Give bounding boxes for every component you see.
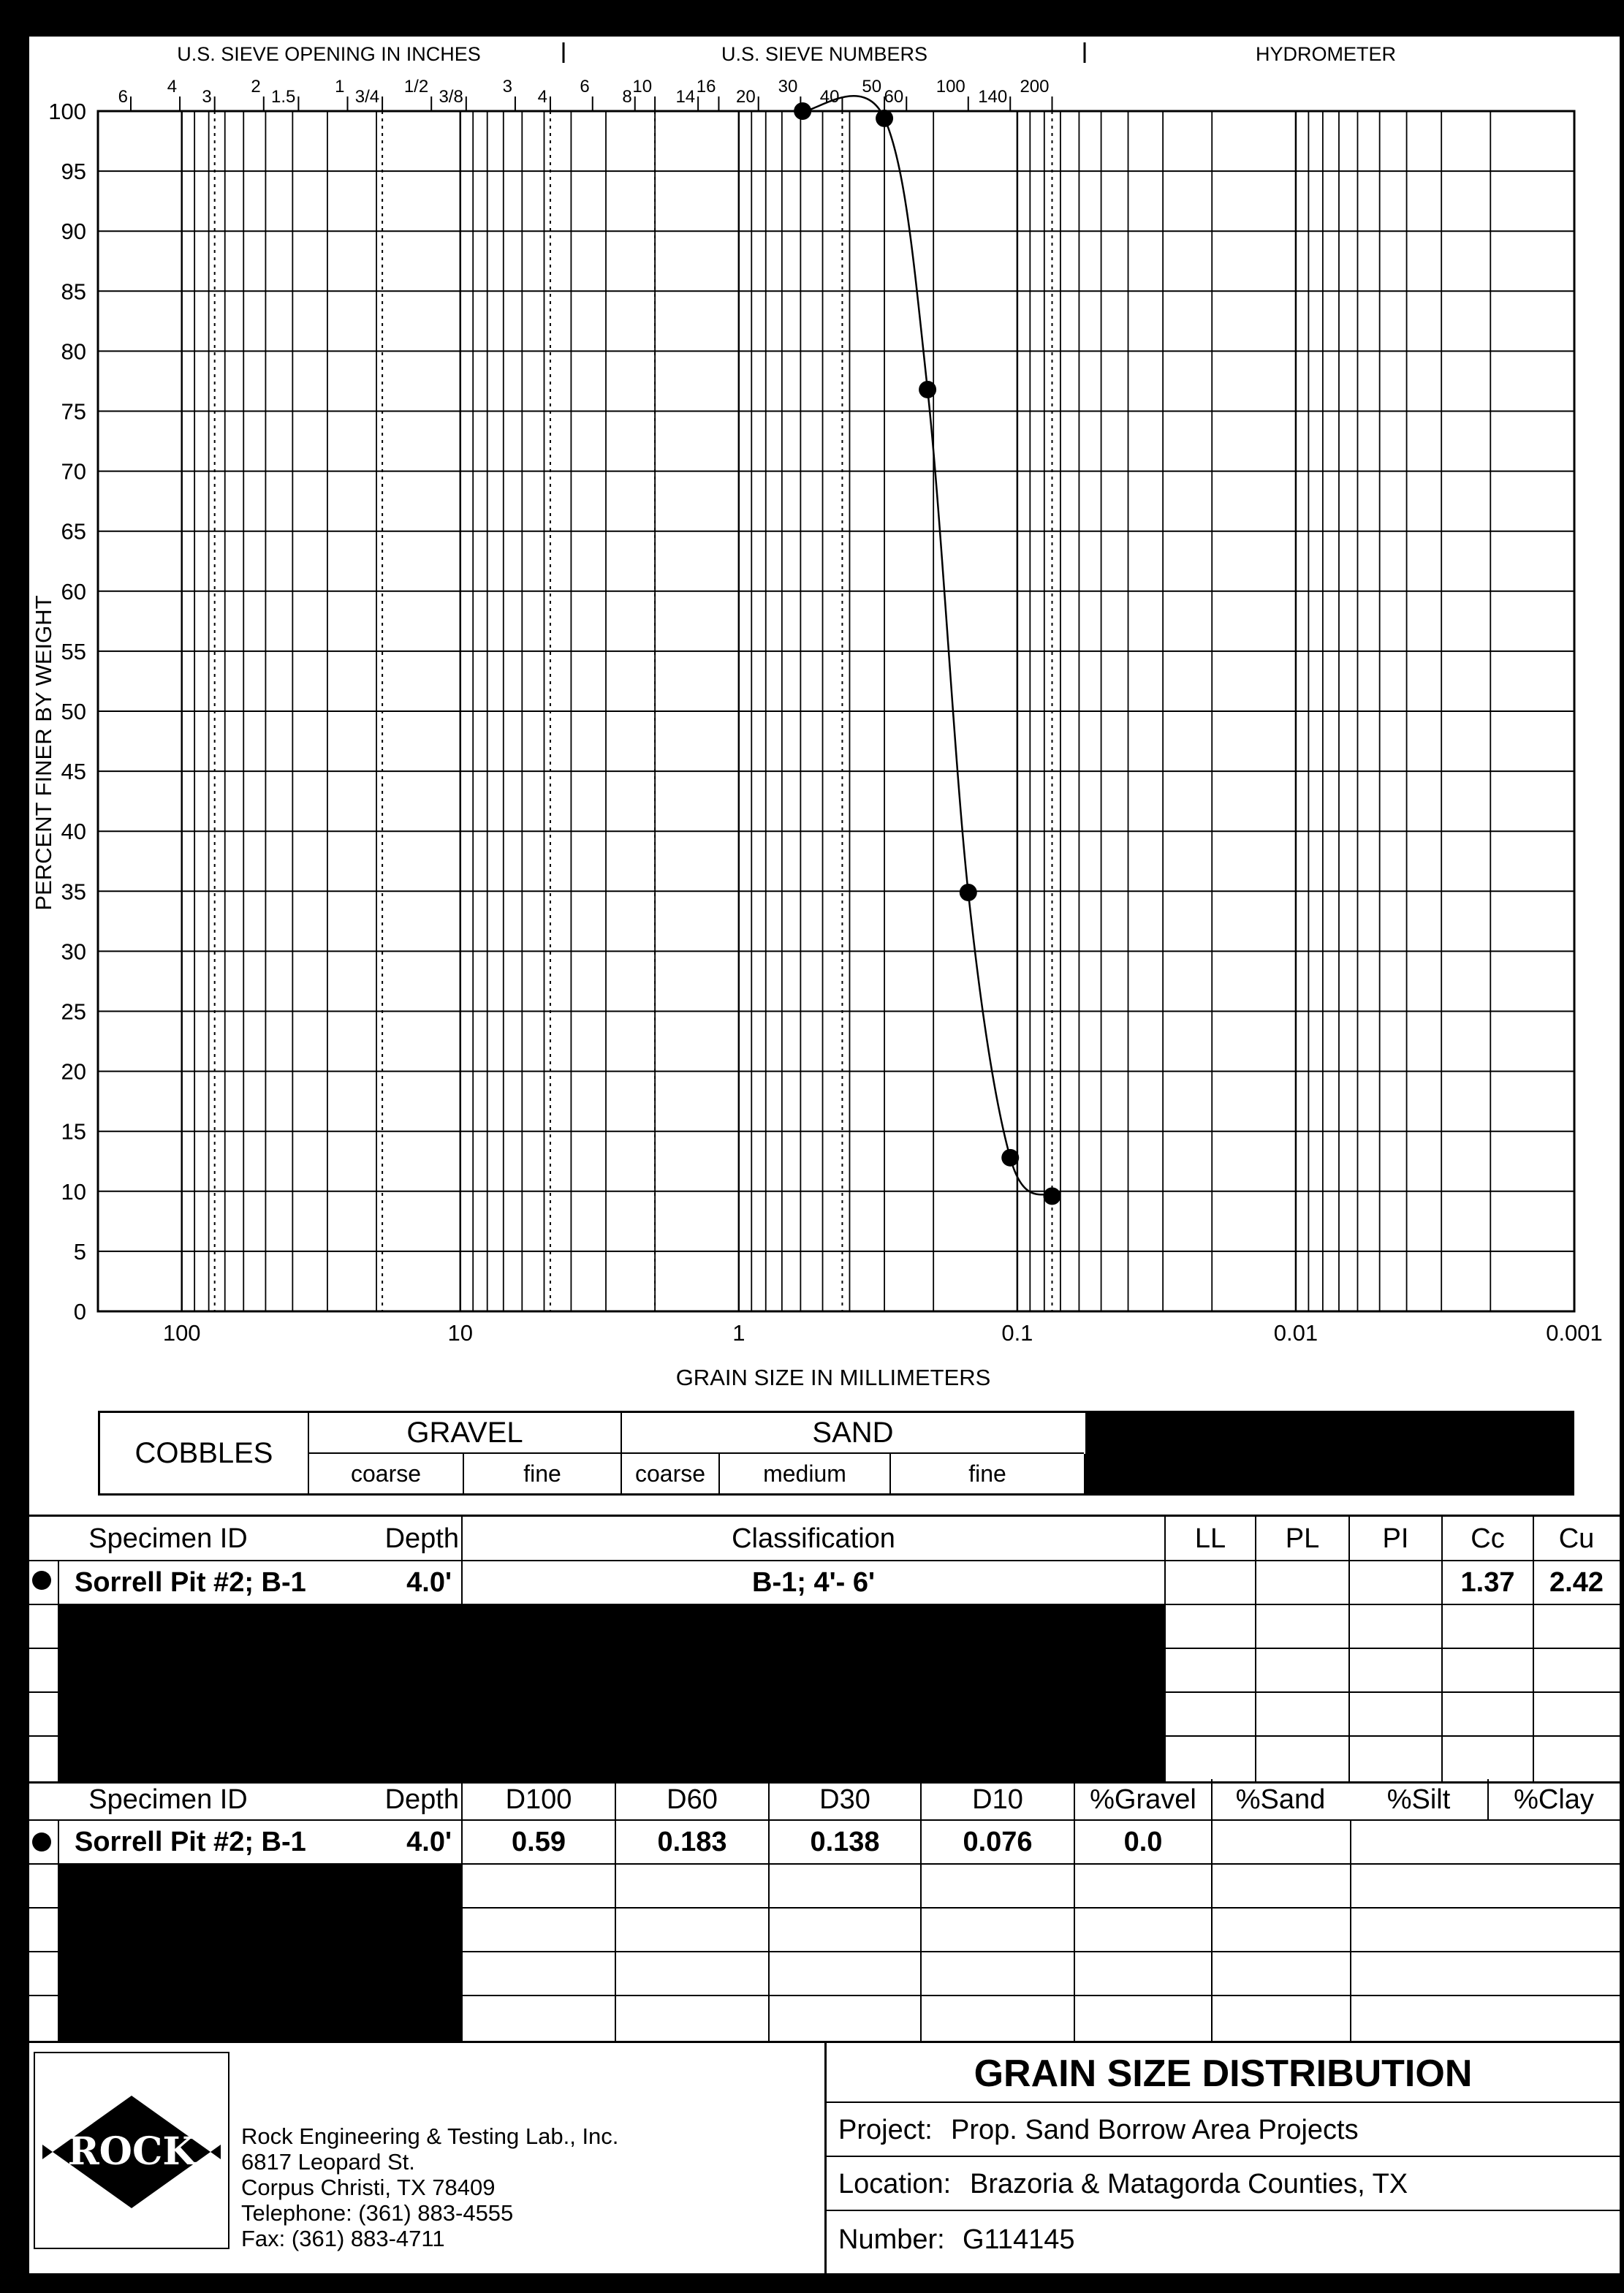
y-tick-label: 30 xyxy=(61,939,86,965)
t1-row-cc: 1.37 xyxy=(1460,1566,1515,1598)
t2-row-d30: 0.138 xyxy=(810,1826,880,1857)
y-tick-label: 25 xyxy=(61,998,86,1025)
number-row xyxy=(827,2210,1620,2275)
t2-header-d10: D10 xyxy=(972,1784,1023,1815)
y-tick-label: 0 xyxy=(73,1299,86,1324)
x-tick-label: 10 xyxy=(447,1320,474,1346)
t2-row-specimen: Sorrell Pit #2; B-1 xyxy=(75,1826,306,1857)
redacted-table2-rows xyxy=(58,1864,462,2041)
t1-row-pl xyxy=(1256,1561,1349,1604)
sand-label: SAND xyxy=(622,1413,1084,1454)
t2-row-clay xyxy=(1488,1820,1620,1864)
logo-text: ROCK xyxy=(67,2129,196,2174)
y-tick-label: 35 xyxy=(61,879,86,905)
soil-class-band xyxy=(98,1411,1574,1496)
data-point xyxy=(1043,1187,1060,1205)
data-point xyxy=(1001,1149,1019,1167)
sieve-label: 16 xyxy=(696,77,716,96)
y-tick-label: 15 xyxy=(61,1118,86,1145)
sieve-label: 1 xyxy=(335,77,345,96)
t2-header-silt: %Silt xyxy=(1386,1784,1451,1815)
redacted-table1-rows xyxy=(58,1604,1165,1781)
t1-row-pi xyxy=(1349,1561,1442,1604)
y-tick-label: 80 xyxy=(61,338,86,365)
t1-row-cu: 2.42 xyxy=(1549,1566,1604,1598)
y-tick-label: 60 xyxy=(61,578,86,604)
y-tick-label: 50 xyxy=(61,699,86,724)
sieve-label: 140 xyxy=(978,87,1008,107)
y-tick-label: 45 xyxy=(61,759,86,785)
sieve-label: 14 xyxy=(675,87,696,107)
company-name: Rock Engineering & Testing Lab., Inc. xyxy=(241,2123,619,2149)
x-tick-label: 1 xyxy=(732,1320,745,1346)
t2-row-d100: 0.59 xyxy=(512,1826,566,1857)
y-tick-label: 20 xyxy=(61,1058,86,1085)
sieve-label: 50 xyxy=(862,77,882,96)
sieve-label: 200 xyxy=(1020,77,1050,96)
y-tick-label: 10 xyxy=(61,1178,86,1205)
sieve-label: 30 xyxy=(778,77,798,96)
x-axis-label: GRAIN SIZE IN MILLIMETERS xyxy=(675,1365,991,1390)
t1-row-marker xyxy=(32,1571,51,1590)
t2-header-sand: %Sand xyxy=(1235,1784,1326,1815)
sieve-label: 6 xyxy=(118,87,128,107)
x-tick-label: 100 xyxy=(162,1320,201,1346)
t1-header-pl: PL xyxy=(1285,1523,1320,1554)
x-tick-label: 0.1 xyxy=(1001,1320,1033,1346)
t2-row-silt xyxy=(1351,1820,1488,1864)
t1-header-depth: Depth xyxy=(384,1523,459,1554)
t1-header-cc: Cc xyxy=(1471,1523,1505,1554)
x-tick-label: 0.001 xyxy=(1546,1320,1603,1346)
specimen-table-2 xyxy=(29,1779,1620,2043)
t2-row-marker xyxy=(32,1832,51,1852)
t2-header-d100: D100 xyxy=(505,1784,572,1815)
data-point xyxy=(960,884,977,901)
t2-row-depth: 4.0' xyxy=(406,1826,452,1857)
number-label: Number: xyxy=(838,2224,945,2255)
y-axis-label: PERCENT FINER BY WEIGHT xyxy=(31,595,56,911)
data-point xyxy=(919,381,936,398)
t2-header-depth: Depth xyxy=(384,1784,459,1815)
y-tick-label: 85 xyxy=(61,278,86,305)
t2-header-clay: %Clay xyxy=(1514,1784,1594,1815)
sieve-label: 40 xyxy=(819,87,840,107)
data-point xyxy=(794,102,811,120)
t1-header-classification: Classification xyxy=(732,1523,895,1554)
y-tick-label: 90 xyxy=(61,219,86,245)
y-tick-label: 95 xyxy=(61,159,86,185)
report-title: GRAIN SIZE DISTRIBUTION xyxy=(974,2053,1473,2095)
logo-box xyxy=(34,2052,229,2249)
t1-row-specimen: Sorrell Pit #2; B-1 xyxy=(75,1566,306,1598)
sieve-label: 100 xyxy=(936,77,965,96)
sieve-label: 8 xyxy=(622,87,632,107)
t2-header-gravel: %Gravel xyxy=(1090,1784,1196,1815)
sieve-label: 10 xyxy=(632,77,653,96)
rock-logo xyxy=(35,2053,228,2248)
sieve-label: 20 xyxy=(736,87,756,107)
gravel-fine-label: fine xyxy=(464,1454,622,1493)
t1-row-ll xyxy=(1165,1561,1256,1604)
company-telephone: Telephone: (361) 883-4555 xyxy=(241,2200,514,2226)
y-tick-label: 100 xyxy=(48,99,86,124)
sieve-label: 3/4 xyxy=(354,87,380,107)
y-tick-label: 5 xyxy=(73,1238,86,1265)
cobbles-label: COBBLES xyxy=(100,1413,309,1493)
t1-header-pi: PI xyxy=(1382,1523,1409,1554)
y-tick-label: 40 xyxy=(61,819,86,845)
t2-header-specimen: Specimen ID xyxy=(88,1784,248,1815)
specimen-table-1 xyxy=(29,1515,1620,1784)
company-city: Corpus Christi, TX 78409 xyxy=(241,2175,496,2200)
footer xyxy=(29,2043,1620,2273)
grain-size-chart xyxy=(29,37,1620,1396)
report-page xyxy=(29,37,1620,2273)
y-tick-label: 75 xyxy=(61,398,86,425)
y-tick-label: 70 xyxy=(61,458,86,485)
t2-row-sand xyxy=(1212,1820,1351,1864)
header-hydrometer: HYDROMETER xyxy=(1255,43,1397,65)
t1-header-cu: Cu xyxy=(1558,1523,1595,1554)
redacted-silt-clay-block xyxy=(1085,1413,1572,1493)
t2-header-d60: D60 xyxy=(667,1784,718,1815)
sieve-label: 4 xyxy=(167,77,178,96)
t1-header-ll: LL xyxy=(1194,1523,1226,1554)
sand-coarse-label: coarse xyxy=(622,1454,720,1493)
y-tick-label: 55 xyxy=(61,638,86,664)
t2-header-d30: D30 xyxy=(819,1784,870,1815)
company-street: 6817 Leopard St. xyxy=(241,2149,415,2175)
project-value: Prop. Sand Borrow Area Projects xyxy=(951,2115,1359,2145)
report-title-box xyxy=(824,2043,1620,2273)
sieve-label: 1/2 xyxy=(403,77,429,96)
company-fax: Fax: (361) 883-4711 xyxy=(241,2226,445,2251)
sieve-label: 3 xyxy=(502,77,512,96)
t2-row-d10: 0.076 xyxy=(963,1826,1033,1857)
sieve-label: 4 xyxy=(537,87,547,107)
header-sieve-numbers: U.S. SIEVE NUMBERS xyxy=(721,43,928,65)
sieve-label: 2 xyxy=(251,77,261,96)
t1-row-depth: 4.0' xyxy=(406,1566,452,1598)
sieve-label: 3 xyxy=(202,87,212,107)
header-sieve-inches: U.S. SIEVE OPENING IN INCHES xyxy=(177,43,481,65)
gravel-coarse-label: coarse xyxy=(309,1454,464,1493)
sand-medium-label: medium xyxy=(720,1454,891,1493)
data-point xyxy=(876,110,893,127)
series-line xyxy=(802,96,1052,1196)
location-label: Location: xyxy=(838,2169,952,2199)
t1-header-specimen: Specimen ID xyxy=(88,1523,248,1554)
sieve-label: 60 xyxy=(884,87,904,107)
t1-row-classification: B-1; 4'- 6' xyxy=(752,1566,875,1598)
project-label: Project: xyxy=(838,2115,933,2145)
sieve-label: 1.5 xyxy=(271,87,296,107)
t2-row-d60: 0.183 xyxy=(657,1826,727,1857)
sieve-label: 6 xyxy=(580,77,590,96)
sieve-label: 3/8 xyxy=(439,87,463,107)
number-value: G114145 xyxy=(963,2224,1075,2255)
y-tick-label: 65 xyxy=(61,518,86,545)
gravel-label: GRAVEL xyxy=(309,1413,622,1454)
t2-row-gravel: 0.0 xyxy=(1123,1826,1163,1857)
sand-fine-label: fine xyxy=(891,1454,1085,1493)
location-value: Brazoria & Matagorda Counties, TX xyxy=(970,2169,1408,2199)
x-tick-label: 0.01 xyxy=(1273,1320,1318,1346)
